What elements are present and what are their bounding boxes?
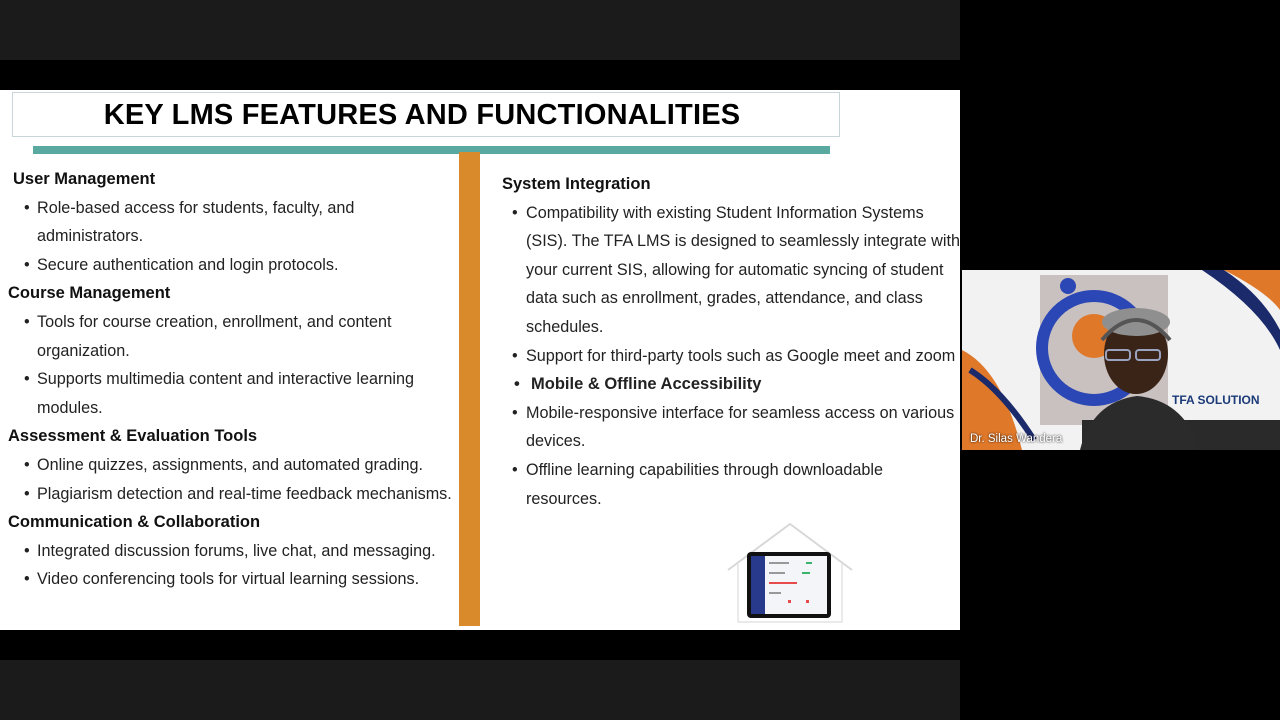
list-item: • Tools for course creation, enrollment, and content organization. bbox=[24, 312, 392, 360]
house-tablet-illustration bbox=[722, 522, 858, 624]
speaker-name-label: Dr. Silas Wandera bbox=[970, 433, 1063, 445]
list-item: • Plagiarism detection and real-time feedback mechanisms. bbox=[24, 484, 452, 503]
brand-label: TFA SOLUTION bbox=[1172, 393, 1260, 407]
right-column bbox=[494, 170, 960, 513]
list-item: • Supports multimedia content and interactive learning modules. bbox=[24, 370, 415, 417]
list-item: • Support for third-party tools such as Google meet and zoom bbox=[512, 346, 956, 365]
list-item-text: Integrated discussion forums, live chat, and messaging. bbox=[37, 541, 436, 560]
section-heading-mobile-offline: • Mobile & Offline Accessibility bbox=[514, 375, 762, 394]
title-box bbox=[12, 92, 840, 137]
list-item-text: Tools for course creation, enrollment, and content organization. bbox=[37, 312, 392, 360]
section-heading-assessment: Assessment & Evaluation Tools bbox=[8, 427, 258, 446]
list-item: • Integrated discussion forums, live chat, and messaging. bbox=[24, 541, 436, 560]
list-item: • Role-based access for students, faculty, and administrators. bbox=[24, 198, 355, 246]
list-item: • Mobile-responsive interface for seamless access on various devices. bbox=[512, 403, 955, 451]
list-item-text: Secure authentication and login protocols. bbox=[37, 255, 339, 274]
section-heading-course-management: Course Management bbox=[8, 284, 171, 303]
list-item-text: Mobile & Offline Accessibility bbox=[531, 375, 762, 394]
bottom-letterbox bbox=[0, 660, 960, 720]
shared-slide bbox=[0, 90, 960, 630]
list-item: • Offline learning capabilities through downloadable resources. bbox=[512, 460, 883, 508]
top-letterbox bbox=[0, 0, 960, 60]
slide-title: KEY LMS FEATURES AND FUNCTIONALITIES bbox=[103, 99, 741, 131]
list-item-text: Supports multimedia content and interactive learning modules. bbox=[37, 370, 415, 417]
section-heading-communication: Communication & Collaboration bbox=[8, 513, 261, 532]
list-item: • Online quizzes, assignments, and automated grading. bbox=[24, 455, 424, 474]
presenter-video-tile[interactable] bbox=[962, 270, 1280, 450]
list-item-text: Video conferencing tools for virtual learning sessions. bbox=[37, 570, 420, 589]
section-heading-user-management: User Management bbox=[13, 170, 156, 188]
section-heading-system-integration: System Integration bbox=[502, 175, 651, 193]
list-item: • Video conferencing tools for virtual learning sessions. bbox=[24, 570, 420, 589]
list-item-text: Role-based access for students, faculty, and administrators. bbox=[37, 198, 355, 246]
list-item-text: Support for third-party tools such as Google meet and zoom bbox=[526, 346, 956, 365]
list-item: • Secure authentication and login protocols. bbox=[24, 255, 339, 274]
presenter-video-feed bbox=[962, 270, 1280, 450]
list-item-text: Compatibility with existing Student Information Systems (SIS). The TFA LMS is designed to seamlessly integrate with your current SIS, allowing for automatic syncing of student data such as enrollment, grades, attendance, and class schedules. bbox=[526, 203, 960, 336]
list-item-text: Mobile-responsive interface for seamless access on various devices. bbox=[526, 403, 955, 451]
list-item-text: Offline learning capabilities through downloadable resources. bbox=[526, 460, 883, 508]
list-item-text: Plagiarism detection and real-time feedback mechanisms. bbox=[37, 484, 452, 503]
left-column bbox=[0, 165, 458, 594]
list-item-text: Online quizzes, assignments, and automated grading. bbox=[37, 455, 424, 474]
column-divider bbox=[459, 152, 480, 626]
list-item: • Compatibility with existing Student Information Systems (SIS). The TFA LMS is designed to seamlessly integrate with your current SIS, allowing for automatic syncing of student data such as enrollment, grades, attendance, and class schedules. bbox=[512, 203, 960, 336]
title-underline-bar bbox=[33, 146, 830, 154]
